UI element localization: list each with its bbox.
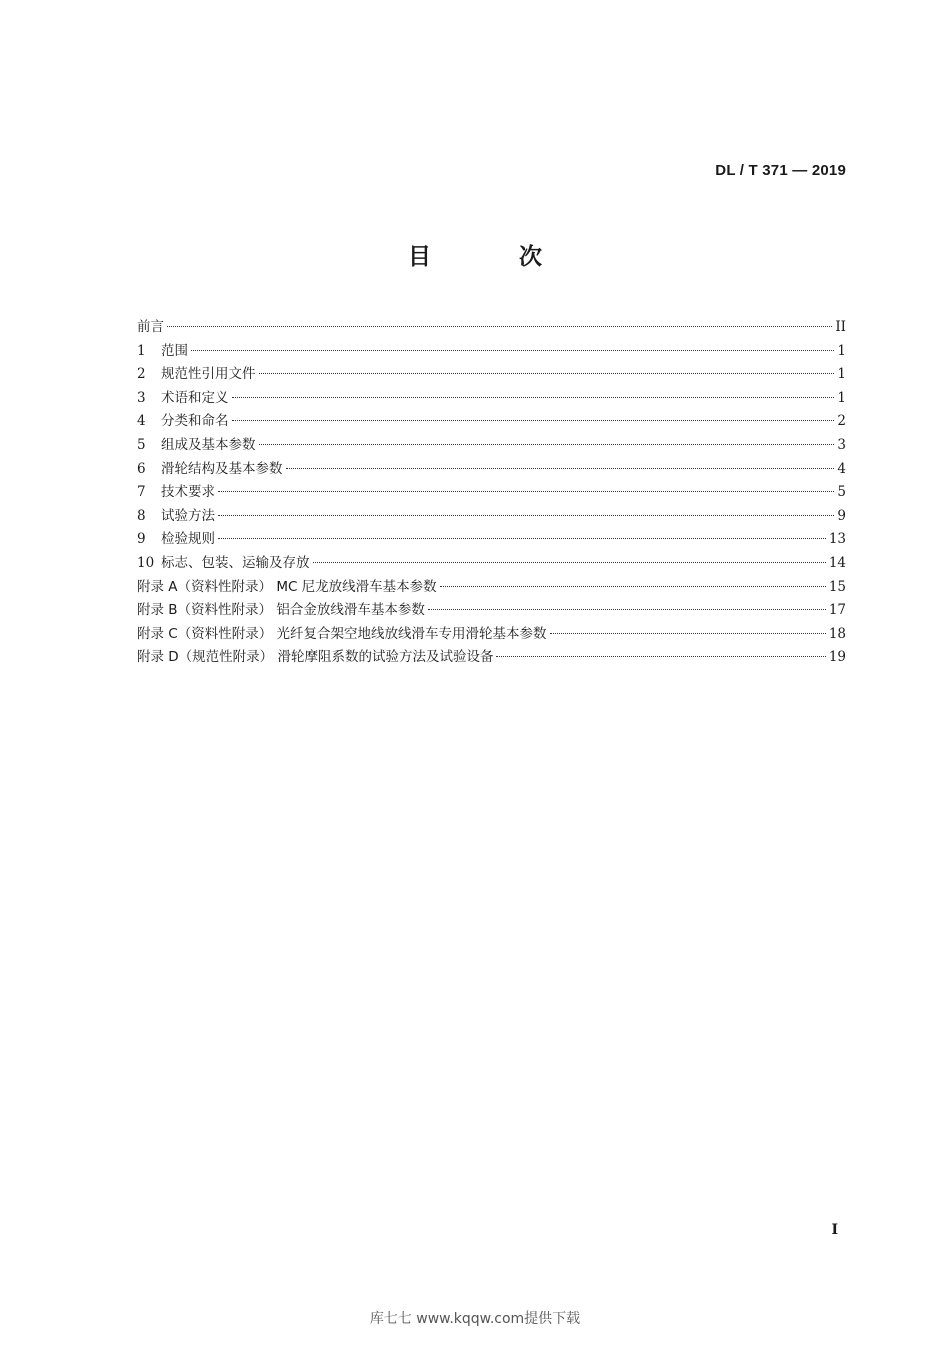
toc-section-number: 6 [137,460,146,477]
toc-label: 规范性引用文件 [161,366,256,383]
toc-row[interactable] [137,528,846,552]
standard-code: DL / T 371 — 2019 [715,162,846,179]
toc-leader-dots [232,397,835,398]
toc-label: 技术要求 [161,484,215,501]
toc-leader-dots [286,468,835,469]
toc-label: 附录 D（规范性附录） 滑轮摩阻系数的试验方法及试验设备 [137,649,494,666]
toc-leader-dots [218,491,834,492]
toc-label: 组成及基本参数 [161,436,256,453]
toc-label: 分类和命名 [161,413,229,430]
toc-label: 术语和定义 [161,389,229,406]
toc-section-number: 9 [137,531,146,548]
toc-page-number: 14 [828,554,846,571]
toc-section-number: 2 [137,366,146,383]
toc-page-number: 3 [837,436,846,453]
toc-row[interactable] [137,552,846,576]
toc-page-number: 13 [828,531,846,548]
download-footer: 库七七 www.kqqw.com提供下载 [369,1311,581,1327]
toc-leader-dots [191,350,834,351]
toc-label: 标志、包装、运输及存放 [161,554,310,571]
toc-label: 附录 A（资料性附录） MC 尼龙放线滑车基本参数 [137,578,437,595]
toc-row[interactable] [137,387,846,411]
toc-section-number: 7 [137,484,146,501]
toc-row[interactable] [137,646,846,670]
toc-title: 目 次 [407,244,582,270]
toc-page-number: 1 [837,342,846,359]
toc-page-number: 15 [828,578,846,595]
toc-row[interactable] [137,623,846,647]
toc-label: 试验方法 [161,507,215,524]
toc-row[interactable] [137,458,846,482]
toc-page-number: 4 [837,460,846,477]
toc-row[interactable] [137,434,846,458]
toc-page-number: 2 [837,413,846,430]
toc-leader-dots [496,656,825,657]
toc-label: 范围 [161,342,188,359]
toc-row[interactable] [137,481,846,505]
toc-leader-dots [218,515,834,516]
toc-leader-dots [232,420,835,421]
toc-row[interactable] [137,576,846,600]
toc-row[interactable] [137,316,846,340]
toc-section-number: 4 [137,413,146,430]
toc-row[interactable] [137,340,846,364]
toc-leader-dots [218,538,826,539]
toc-page-number: 1 [837,366,846,383]
toc-leader-dots [167,326,832,327]
toc-label: 附录 B（资料性附录） 铝合金放线滑车基本参数 [137,602,425,619]
toc-section-number: 10 [137,554,155,571]
toc-label: 前言 [137,319,164,335]
table-of-contents [137,316,846,670]
toc-label: 检验规则 [161,531,215,548]
toc-section-number: 8 [137,507,146,524]
toc-row[interactable] [137,410,846,434]
toc-leader-dots [259,444,835,445]
toc-page-number: 1 [837,389,846,406]
toc-leader-dots [550,633,826,634]
toc-page-number: 18 [828,625,846,642]
toc-leader-dots [313,562,826,563]
toc-leader-dots [428,609,826,610]
toc-page-number: 17 [828,602,846,619]
toc-leader-dots [440,586,826,587]
toc-label: 滑轮结构及基本参数 [161,460,283,477]
toc-section-number: 1 [137,342,146,359]
page-number: I [831,1222,838,1238]
toc-page-number: 5 [837,484,846,501]
toc-row[interactable] [137,505,846,529]
toc-section-number: 5 [137,436,146,453]
toc-section-number: 3 [137,389,146,406]
toc-label: 附录 C（资料性附录） 光纤复合架空地线放线滑车专用滑轮基本参数 [137,625,547,642]
toc-leader-dots [259,373,835,374]
toc-row[interactable] [137,599,846,623]
toc-page-number: 19 [828,649,846,666]
toc-page-number: II [835,319,846,335]
toc-row[interactable] [137,363,846,387]
toc-page-number: 9 [837,507,846,524]
